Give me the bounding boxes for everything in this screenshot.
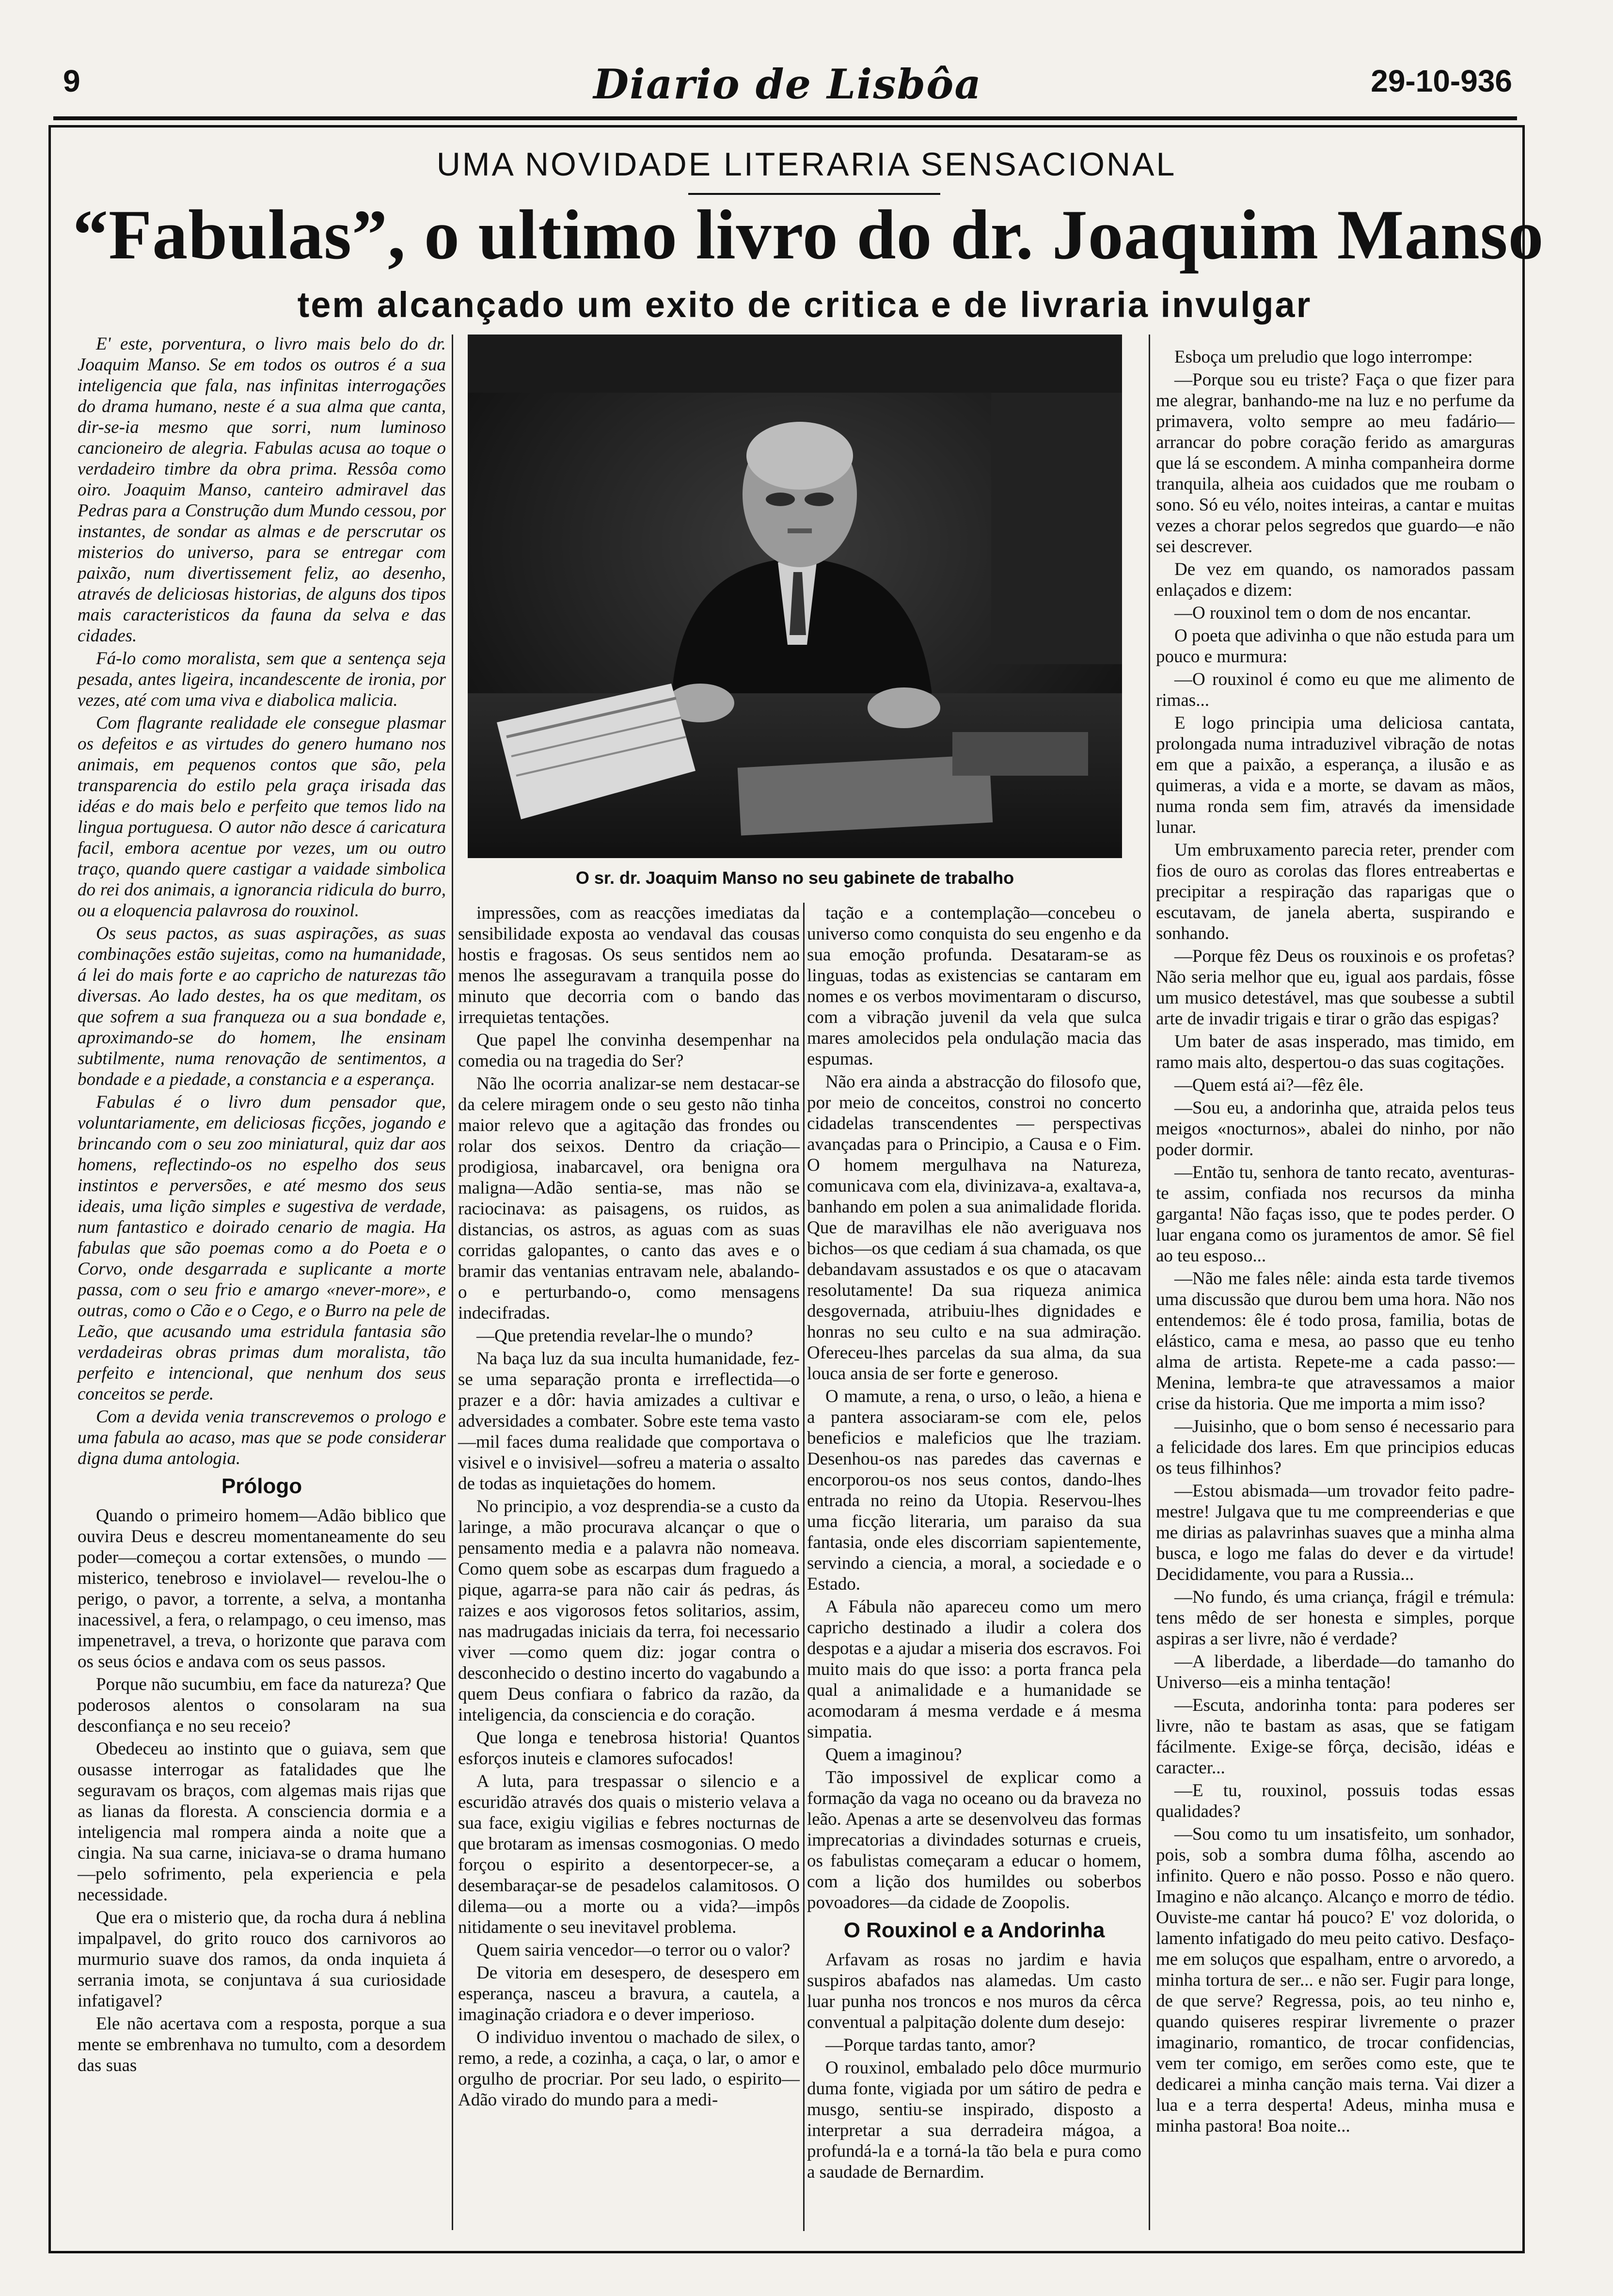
- body-paragraph: —Então tu, senhora de tanto recato, aventuras-te assim, confiada nos recursos da minha garganta! Não faças isso, que te podes perder. O luar engana como os juramentos de amor. Sê fiel ao teu esposo...: [1156, 1163, 1515, 1266]
- body-paragraph: De vez em quando, os namorados passam enlaçados e dizem:: [1156, 559, 1515, 600]
- article-column-3: [807, 903, 1141, 2184]
- intro-paragraph: E' este, porventura, o livro mais belo do dr. Joaquim Manso. Se em todos os outros é a sua inteligencia que fala, nas infinitas interrogações do drama humano, neste é a sua alma que canta, dir-se-ia mesmo que sorri, num luminoso cancioneiro de alegria. Fabulas acusa ao toque o verdadeiro timbre da obra prima. Ressôa como oiro. Joaquim Manso, canteiro admiravel das Pedras para a Construção dum Mundo cessou, por instantes, de sondar as almas e de perscrutar os misterios do universo, para se entregar com paixão, num divertissement feliz, ao desenho, através de deliciosas historias, de alguns dos tipos mais caracteristicos da fauna da selva e das cidades.: [78, 334, 446, 646]
- intro-paragraph: Com a devida venia transcrevemos o prologo e uma fabula ao acaso, mas que se pode considerar digna duma antologia.: [78, 1407, 446, 1468]
- body-paragraph: Não era ainda a abstracção do filosofo que, por meio de conceitos, constroi no concerto cidadelas transcendentes — perspectivas avançadas para o Principio, a Causa e o Fim. O homem mergulhava na Natureza, comunicava com ela, divinizava-a, exaltava-a, banhando em polen a sua animalidade florida. Que de maravilhas ele não averiguava nos bichos—os que cediam á sua chamada, os que debandavam assustados e os que o atacavam resolutamente! Da sua riqueza animica desgovernada, atribuiu-lhes dignidades e honras no seu culto e na sua admiração. Ofereceu-lhes parcelas da sua alma, da sua louca ansia de ser forte e generoso.: [807, 1072, 1141, 1384]
- body-paragraph: Que papel lhe convinha desempenhar na comedia ou na tragedia do Ser?: [458, 1030, 800, 1071]
- body-paragraph: Obedeceu ao instinto que o guiava, sem que ousasse interrogar as fatalidades que lhe seguravam os braços, com algemas mais rijas que as lianas da floresta. A consciencia dormia e a inteligencia mal rompera ainda a noite que a cingia. Na sua carne, iniciava-se o drama humano—pelo sofrimento, pela experiencia e pela necessidade.: [78, 1739, 446, 1905]
- newspaper-name: Diario de Lisbôa: [593, 60, 982, 108]
- article-column-4: [1156, 347, 1515, 2138]
- body-paragraph: —Quem está ai?—fêz êle.: [1174, 1075, 1364, 1095]
- body-paragraph: tação e a contemplação—concebeu o universo como conquista do seu engenho e da sua emoção profunda. Desataram-se as linguas, todas as existencias se cantaram em nomes e os verbos movimentaram o discurso, com a vibração juvenil da vela que sulca mares amolecidos pela ondulação macia das espumas.: [807, 903, 1141, 1069]
- author-photo-image: [468, 335, 1122, 858]
- column-divider: [803, 903, 805, 2231]
- masthead-rule: [53, 116, 1517, 120]
- issue-date: 29-10-936: [1371, 64, 1512, 98]
- body-paragraph: —Escuta, andorinha tonta: para poderes ser livre, não te bastam as asas, que se fatigam fácilmente. Exige-se fôrça, decisão, idéas e caracter...: [1156, 1695, 1515, 1778]
- body-paragraph: —Juisinho, que o bom senso é necessario para a felicidade dos lares. Em que principios educas os teus filhinhos?: [1156, 1417, 1515, 1478]
- masthead: [63, 60, 1512, 116]
- body-paragraph: —Que pretendia revelar-lhe o mundo?: [476, 1326, 753, 1346]
- article-subheadline: tem alcançado um exito de critica e de livraria invulgar: [297, 285, 1312, 325]
- section-heading-fable: O Rouxinol e a Andorinha: [843, 1918, 1105, 1942]
- body-paragraph: Que longa e tenebrosa historia! Quantos esforços inuteis e clamores sufocados!: [458, 1728, 800, 1769]
- intro-paragraph: Fá-lo como moralista, sem que a sentença seja pesada, antes ligeira, incandescente de ironia, por vezes, até com uma viva e diabolica malicia.: [78, 649, 446, 710]
- body-paragraph: —No fundo, és uma criança, frágil e trémula: tens mêdo de ser honesta e simples, porque aspiras a ser livre, não é verdade?: [1156, 1587, 1515, 1649]
- body-paragraph: O mamute, a rena, o urso, o leão, a hiena e a pantera associaram-se com ele, pelos beneficios e maleficios que lhe traziam. Desenhou-os nas paredes das cavernas e encorporou-os nos seus contos, dando-lhes entrada no reino da Utopia. Reservou-lhes uma ficção literaria, um paraiso da sua fantasia, onde eles discorriam sapientemente, servindo a ciencia, a moral, a sociedade e o Estado.: [807, 1387, 1141, 1594]
- body-paragraph: Um bater de asas insperado, mas timido, em ramo mais alto, despertou-o das suas cogitações.: [1156, 1032, 1515, 1072]
- body-paragraph: —Sou como tu um insatisfeito, um sonhador, pois, sob a sombra duma fôlha, ascendo ao infinito. Quero e não posso. Posso e não quero. Imagino e não alcanço. Alcanço e morro de tédio. Ouviste-me cantar há pouco? E' voz dolorida, o lamento infatigado do meu peito cativo. Desfaço-me em soluços que espalham, entre o arvoredo, a minha tortura de ser... e não ser. Fugir para longe, de que serve? Regressa, pois, ao teu ninho e, quando quiseres respirar livremente o prazer imaginario, romantico, de trocar confidencias, vem ter comigo, em serões como este, que te dedicarei a minha canção mais terna. Vai dizer a lua e a terra desperta! Adeus, minha musa e minha pastora! Boa noite...: [1156, 1824, 1515, 2136]
- body-paragraph: —Sou eu, a andorinha que, atraida pelos teus meigos «nocturnos», abalei do ninho, por não poder dormir.: [1156, 1098, 1515, 1160]
- body-paragraph: —A liberdade, a liberdade—do tamanho do Universo—eis a minha tentação!: [1156, 1652, 1515, 1692]
- body-paragraph: —Estou abismada—um trovador feito padre-mestre! Julgava que tu me compreenderias e que me dirias as palavrinhas suaves que a minha alma busca, e logo me falas do dever e da virtude! Decididamente, vou para a Russia...: [1156, 1481, 1515, 1584]
- body-paragraph: Porque não sucumbiu, em face da natureza? Que poderosos alentos o consolaram na sua desconfiança e no seu receio?: [78, 1674, 446, 1736]
- body-paragraph: No principio, a voz desprendia-se a custo da laringe, a mão procurava alcançar o que o pensamento media e a palavra não nomeava. Como quem sobe as escarpas dum fraguedo a pique, agarra-se para não cair ás pedras, ás raizes e aos vigorosos fetos solitarios, assim, nas madrugadas iniciais da terra, foi necessario viver —como quem diz: jogar contra o desconhecido o destino incerto do vagabundo a quem Deus confiara o fabrico da razão, da inteligencia, da consciencia e do coração.: [458, 1497, 800, 1725]
- body-paragraph: De vitoria em desespero, de desespero em esperança, nasceu a bravura, a cautela, a imaginação criadora e o dever imperioso.: [458, 1963, 800, 2025]
- column-divider: [1149, 335, 1150, 2230]
- body-paragraph: Que era o misterio que, da rocha dura á neblina impalpavel, do grito rouco dos carnivoros ao murmurio suave dos ramos, da onda inquieta á serrania imota, se conjuntava á sua curiosidade infatigavel?: [78, 1908, 446, 2011]
- body-paragraph: Ele não acertava com a resposta, porque a sua mente se embrenhava no tumulto, com a desordem das suas: [78, 2014, 446, 2075]
- body-paragraph: O rouxinol, embalado pelo dôce murmurio duma fonte, vigiada por um sátiro de pedra e musgo, sentiu-se inspirado, disposto a interpretar a sua derradeira mágoa, a profundá-la e a torná-la tão bela e pura como a saudade de Bernardim.: [807, 2058, 1141, 2182]
- intro-paragraph: Com flagrante realidade ele consegue plasmar os defeitos e as virtudes do genero humano nos animais, em pequenos contos que são, pela transparencia do estilo pela graça irisada das idéas e do mais belo e perfeito que temos lido na lingua portuguesa. O autor não desce á caricatura facil, embora acentue por vezes, um ou outro traço, quando quere castigar a vaidade simbolica do rei dos animais, a ignorancia ridicula do burro, ou a eloquencia palavrosa do rouxinol.: [78, 713, 446, 921]
- body-paragraph: Quem sairia vencedor—o terror ou o valor?: [476, 1940, 791, 1960]
- section-heading-prologo: Prólogo: [221, 1474, 302, 1498]
- article-column-2: [458, 903, 800, 2112]
- article-headline: “Fabulas”, o ultimo livro do dr. Joaquim Manso: [73, 195, 1544, 274]
- body-paragraph: —O rouxinol tem o dom de nos encantar.: [1174, 603, 1471, 623]
- body-paragraph: Não lhe ocorria analizar-se nem destacar-se da celere miragem onde o seu gesto não tinha maior relevo que a agitação das frondes ou rolar dos seixos. Dentro da criação—prodigiosa, inabarcavel, ora benigna ora maligna—Adão sentia-se, mas não se raciocinava: as paisagens, os ruidos, as distancias, os astros, as aguas com as suas corridas galopantes, o canto das aves e o bramir das ventanias entravam nele, abalando-o e perturbando-o, como mensagens indecifradas.: [458, 1074, 800, 1323]
- body-paragraph: Um embruxamento parecia reter, prender com fios de ouro as corolas das flores entreabertas e precipitar a respiração das raparigas que o escutavam, de janela aberta, suspirando e sonhando.: [1156, 840, 1515, 943]
- article-kicker: UMA NOVIDADE LITERARIA SENSACIONAL: [436, 146, 1177, 183]
- body-paragraph: Na baça luz da sua inculta humanidade, fez-se uma separação pronta e irreflectida—o prazer e a dôr: havia amizades a cultivar e adversidades a combater. Sobre este tema vasto—mil faces duma realidade que comportava o visivel e o invisivel—sofreu a materia o assalto de todas as inquietações do homem.: [458, 1349, 800, 1494]
- body-paragraph: —Porque tardas tanto, amor?: [825, 2035, 1036, 2055]
- body-paragraph: O poeta que adivinha o que não estuda para um pouco e murmura:: [1156, 626, 1515, 667]
- body-paragraph: A Fábula não apareceu como um mero capricho destinado a iludir a colera dos despotas e a ajudar a miseria dos escravos. Foi muito mais do que isso: a porta franca pela qual a animalidade e a humanidade se acomodaram á mesma verdade e á mesma simpatia.: [807, 1597, 1141, 1742]
- body-paragraph: O individuo inventou o machado de silex, o remo, a rede, a cozinha, a caça, o lar, o amor e orgulho de procriar. Por seu lado, o espirito—Adão virado do mundo para a medi-: [458, 2027, 800, 2110]
- body-paragraph: —E tu, rouxinol, possuis todas essas qualidades?: [1156, 1781, 1515, 1821]
- body-paragraph: Tão impossivel de explicar como a formação da vaga no oceano ou da braveza no leão. Apenas a arte se desenvolveu das formas imprecatorias a divindades soturnas e crueis, os fabulistas começaram a educar o homem, com a lição dos humildes ou soberbos povoadores—da cidade de Zoopolis.: [807, 1768, 1141, 1913]
- body-paragraph: impressões, com as reacções imediatas da sensibilidade exposta ao vendaval das cousas hostis e fragosas. Os seus sentidos nem ao menos lhe asseguravam a tranquila posse do minuto que decorria com o bando das irrequietas tentações.: [458, 903, 800, 1027]
- body-paragraph: Quem a imaginou?: [825, 1745, 962, 1765]
- body-paragraph: —O rouxinol é como eu que me alimento de rimas...: [1156, 670, 1515, 710]
- article-column-1: [78, 334, 446, 2078]
- column-divider: [452, 335, 453, 2230]
- author-photo: [468, 335, 1122, 858]
- intro-paragraph: Fabulas é o livro dum pensador que, voluntariamente, em deliciosas ficções, jogando e brincando com o seu zoo miniatural, quiz dar aos homens, reflectindo-os no espelho dos seus instintos e perversões, e até mesmo dos seus ideais, uma lição simples e sugestiva de verdade, num fantastico e doirado cenario de magia. Ha fabulas que são poemas como a do Poeta e o Corvo, onde desgarrada e suplicante a morte passa, com o seu frio e amargo «never-more», e outras, como o Cão e o Cego, e o Burro na pele de Leão, que acusando uma estridula fantasia são verdadeiras obras primas dum moralista, tão perfeito e intencional, que nenhum dos seus conceitos se perde.: [78, 1092, 446, 1404]
- body-paragraph: —Porque fêz Deus os rouxinois e os profetas? Não seria melhor que eu, igual aos pardais, fôsse um musico detestável, mas que soubesse a subtil arte de invadir trigais e tirar o grão das espigas?: [1156, 946, 1515, 1029]
- intro-paragraph: Os seus pactos, as suas aspirações, as suas combinações estão sujeitas, como na humanidade, á lei do mais forte e ao capricho de naturezas tão diversas. Ao lado destes, ha os que meditam, os que sofrem a sua franqueza ou a sua bondade e, aproximando-se do homem, lhe ensinam subtilmente, numa renovação de sentimentos, a bondade e a piedade, a constancia e a esperança.: [78, 924, 446, 1089]
- page-number: 9: [63, 64, 80, 98]
- body-paragraph: —Porque sou eu triste? Faça o que fizer para me alegrar, banhando-me na luz e no perfume da primavera, volto sempre ao meu fadário—arrancar do pobre coração ferido as amarguras que lá se escondem. A minha companheira dorme tranquila, alheia aos cuidados que me roubam o sono. Só eu vélo, noites inteiras, a cantar e muitas vezes a chorar pelos segredos que guardo—e não sei descrever.: [1156, 370, 1515, 557]
- photo-caption: O sr. dr. Joaquim Manso no seu gabinete de trabalho: [575, 868, 1014, 888]
- body-paragraph: —Não me fales nêle: ainda esta tarde tivemos uma discussão que durou bem uma hora. Não nos entendemos: êle é todo prosa, familia, botas de elástico, cama e mesa, ao passo que eu tenho alma de artista. Repete-me a cada passo:—Menina, lembra-te que atravessamos a maior crise da historia. Que me importa a mim isso?: [1156, 1269, 1515, 1414]
- body-paragraph: Esboça um preludio que logo interrompe:: [1174, 347, 1473, 367]
- body-paragraph: E logo principia uma deliciosa cantata, prolongada numa intraduzivel vibração de notas em que a paixão, a esperança, a ilusão e as quimeras, a vida e a morte, se davam as mãos, numa ronda sem fim, através da imensidade lunar.: [1156, 713, 1515, 837]
- body-paragraph: Arfavam as rosas no jardim e havia suspiros abafados nas alamedas. Um casto luar punha nos troncos e nos muros da cêrca conventual a palpitação dolente dum desejo:: [807, 1950, 1141, 2032]
- body-paragraph: Quando o primeiro homem—Adão biblico que ouvira Deus e descreu momentaneamente do seu poder—começou a cortar extensões, o mundo —misterico, tenebroso e inviolavel— revelou-lhe o perigo, o pavor, a torrente, a selva, a montanha inacessivel, a fera, o relampago, o ceu imenso, mas impenetravel, a treva, o horizonte que parava com os seus ócios e andava com os seus passos.: [78, 1506, 446, 1672]
- body-paragraph: A luta, para trespassar o silencio e a escuridão através dos quais o misterio velava a sua face, exigiu vigilias e febres nocturnas de que brotaram as imensas cosmogonias. O medo forçou o espirito a desentorpecer-se, a desembaraçar-se de pesadelos calamitosos. O dilema—ou a morte ou a vida?—impôs nitidamente o seu inevitavel problema.: [458, 1771, 800, 1937]
